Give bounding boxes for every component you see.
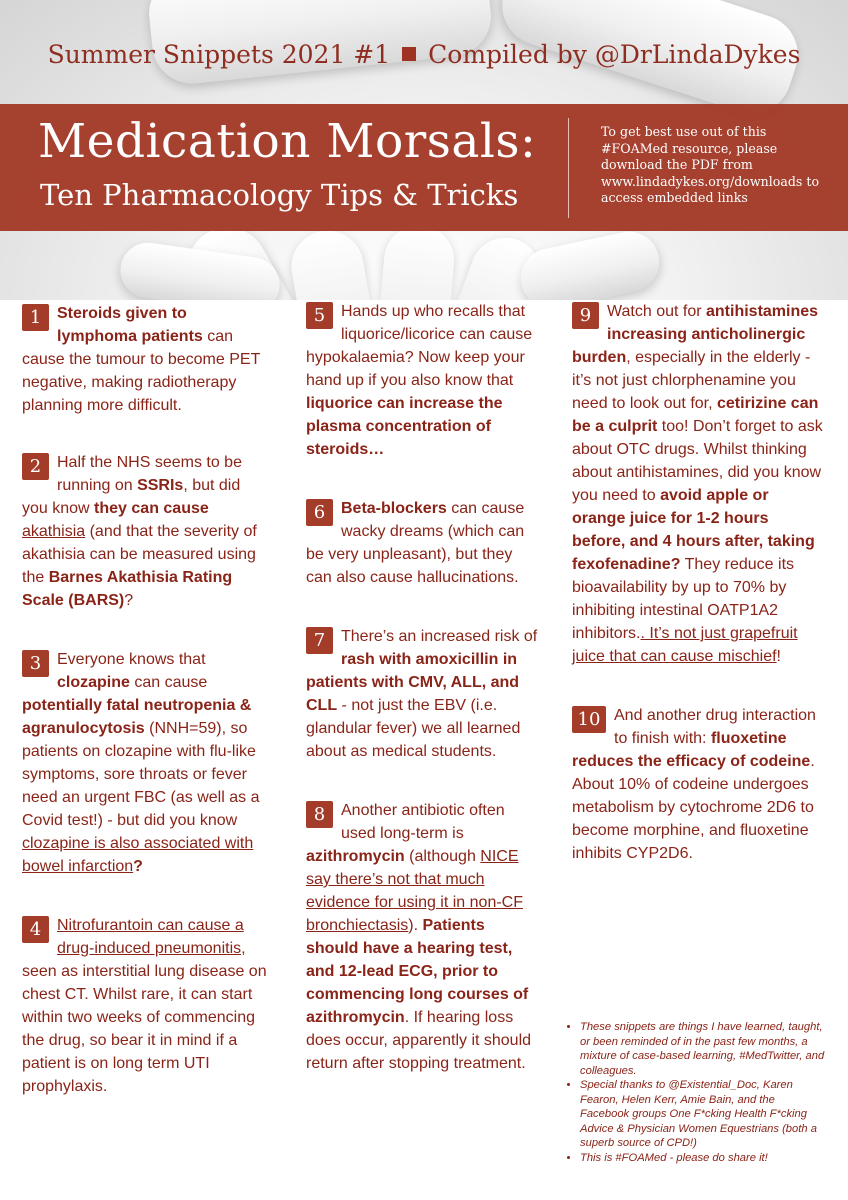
tip-9 — [572, 300, 826, 668]
tip-highlight: SSRIs — [137, 477, 184, 494]
capsule-image — [373, 222, 457, 300]
tip-1 — [22, 302, 270, 417]
tip-text: Another antibiotic often used long-term is — [341, 802, 505, 842]
tip-highlight: they can cause — [94, 500, 209, 517]
tip-text: . About 10% of codeine undergoes metabolism by cytochrome 2D6 to become morphine, and fluoxetine inhibits CYP2D6. — [572, 753, 815, 862]
nitrofurantoin-link[interactable]: Nitrofurantoin can cause a drug-induced pneumonitis — [57, 917, 244, 957]
tip-highlight: Steroids given to lymphoma patients — [57, 305, 203, 345]
tip-highlight: cetirizine can be a culprit — [572, 395, 819, 435]
tip-number: 6 — [306, 499, 333, 526]
tip-text: ). — [408, 917, 423, 934]
page-subtitle: Ten Pharmacology Tips & Tricks — [40, 178, 519, 212]
footnote-item: • Special thanks to @Existential_Doc, Karen Fearon, Helen Kerr, Amie Bain, and the Facebook groups One F*cking Health F*cking Advice & Physician Women Equestrians (both a superb source of CPD!) — [580, 1078, 826, 1151]
tip-highlight: Beta-blockers — [341, 500, 447, 517]
series-label: Summer Snippets 2021 #1 — [47, 40, 391, 69]
akathisia-link[interactable]: akathisia — [22, 523, 86, 540]
page-title: Medication Morsals: — [38, 114, 537, 169]
tip-number: 7 — [306, 627, 333, 654]
tip-text: can cause — [129, 674, 208, 691]
tip-3 — [22, 648, 270, 878]
square-bullet-icon — [402, 47, 416, 61]
tip-number: 10 — [572, 706, 606, 733]
tip-number: 2 — [22, 453, 49, 480]
tip-highlight: potentially fatal neutropenia & agranulocytosis — [22, 697, 252, 737]
tip-highlight: avoid apple or orange juice for 1-2 hours before, and 4 hours after, taking fexofenadine? — [572, 487, 815, 573]
tip-text: (although — [404, 848, 481, 865]
tip-number: 8 — [306, 801, 333, 828]
column-left — [22, 300, 270, 1134]
tip-highlight: rash with amoxicillin in patients with CMV, ALL, and CLL — [306, 651, 520, 714]
tip-text: And another drug interaction to finish with: — [614, 707, 816, 747]
tip-text: Hands up who recalls that liquorice/licorice can cause hypokalaemia? Now keep your hand up if you also know that — [306, 303, 533, 389]
tip-highlight: Barnes Akathisia Rating Scale (BARS) — [22, 569, 233, 609]
tip-text: - not just the EBV (i.e. glandular fever) we all learned about as medical students. — [306, 697, 521, 760]
tip-text: , seen as interstitial lung disease on chest CT. Whilst rare, it can start within two weeks of commencing the drug, so bear it in mind if a patient is on long term UTI prophylaxis. — [22, 940, 267, 1095]
tip-7 — [306, 625, 538, 763]
tip-number: 5 — [306, 302, 333, 329]
tip-highlight: antihistamines increasing anticholinergic burden — [572, 303, 819, 366]
tip-5 — [306, 300, 538, 461]
tip-text: ? — [133, 858, 143, 875]
tip-text: , but did you know — [22, 477, 241, 517]
tip-text: (NNH=59), so patients on clozapine with flu-like symptoms, sore throats or fever need an urgent FBC (as well as a Covid test!) - but did you know — [22, 720, 260, 829]
tip-2 — [22, 451, 270, 612]
column-middle — [306, 300, 538, 1111]
tip-6 — [306, 497, 538, 589]
tip-number: 4 — [22, 916, 49, 943]
footnote-item: • These snippets are things I have learned, taught, or been reminded of in the past few months, a mixture of case-based learning, #MedTwitter, and colleagues. — [580, 1020, 826, 1078]
banner-divider — [568, 118, 569, 218]
capsule-image — [286, 225, 386, 300]
tip-text: Half the NHS seems to be running on — [57, 454, 242, 494]
tip-4 — [22, 914, 270, 1098]
tip-text: ? — [124, 592, 134, 609]
tip-highlight: liquorice can increase the plasma concentration of steroids… — [306, 395, 503, 458]
column-right — [572, 300, 826, 901]
tip-highlight: Patients should have a hearing test, and 12-lead ECG, prior to commencing long courses of azithromycin — [306, 917, 529, 1026]
tip-10 — [572, 704, 826, 865]
tip-8 — [306, 799, 538, 1075]
tip-number: 9 — [572, 302, 599, 329]
series-header — [0, 40, 848, 69]
tip-text: . If hearing loss does occur, apparently it should return after stopping treatment. — [306, 1009, 532, 1072]
tip-text: ! — [776, 648, 781, 665]
tip-text: , especially in the elderly - it’s not just chlorphenamine you need to look out for, — [572, 349, 811, 412]
tip-text: They reduce its bioavailability by up to 70% by inhibiting intestinal OATP1A2 inhibitors. — [572, 556, 795, 642]
grapefruit-link[interactable]: . It’s not just grapefruit juice that can cause mischief — [572, 625, 798, 665]
title-banner — [0, 104, 848, 231]
tip-text: can cause wacky dreams (which can be very unpleasant), but they can also cause hallucinations. — [306, 500, 525, 586]
download-note: To get best use out of this #FOAMed resource, please download the PDF from www.lindadykes.org/downloads to access embedded links — [601, 124, 820, 205]
tip-text: can cause the tumour to become PET negative, making radiotherapy planning more difficult. — [22, 328, 261, 414]
tip-text: too! Don’t forget to ask about OTC drugs. Whilst thinking about antihistamines, did you know you need to — [572, 418, 823, 504]
tip-text: (and that the severity of akathisia can be measured using the — [22, 523, 257, 586]
tip-highlight: azithromycin — [306, 848, 405, 865]
tip-text: There’s an increased risk of — [341, 628, 538, 645]
tip-highlight: clozapine — [57, 674, 130, 691]
tip-text: Everyone knows that — [57, 651, 206, 668]
tip-text: Watch out for — [607, 303, 706, 320]
clozapine-infarction-link[interactable]: clozapine is also associated with bowel infarction — [22, 835, 254, 875]
footnotes — [566, 1020, 826, 1165]
footnote-item: • This is #FOAMed - please do share it! — [580, 1151, 826, 1166]
compiler-label: Compiled by @DrLindaDykes — [428, 40, 801, 69]
tip-number: 1 — [22, 304, 49, 331]
tip-highlight: fluoxetine reduces the efficacy of codeine — [572, 730, 811, 770]
tip-number: 3 — [22, 650, 49, 677]
capsule-image — [515, 226, 664, 300]
nice-link[interactable]: NICE say there’s not that much evidence for using it in non-CF bronchiectasis — [306, 848, 523, 934]
